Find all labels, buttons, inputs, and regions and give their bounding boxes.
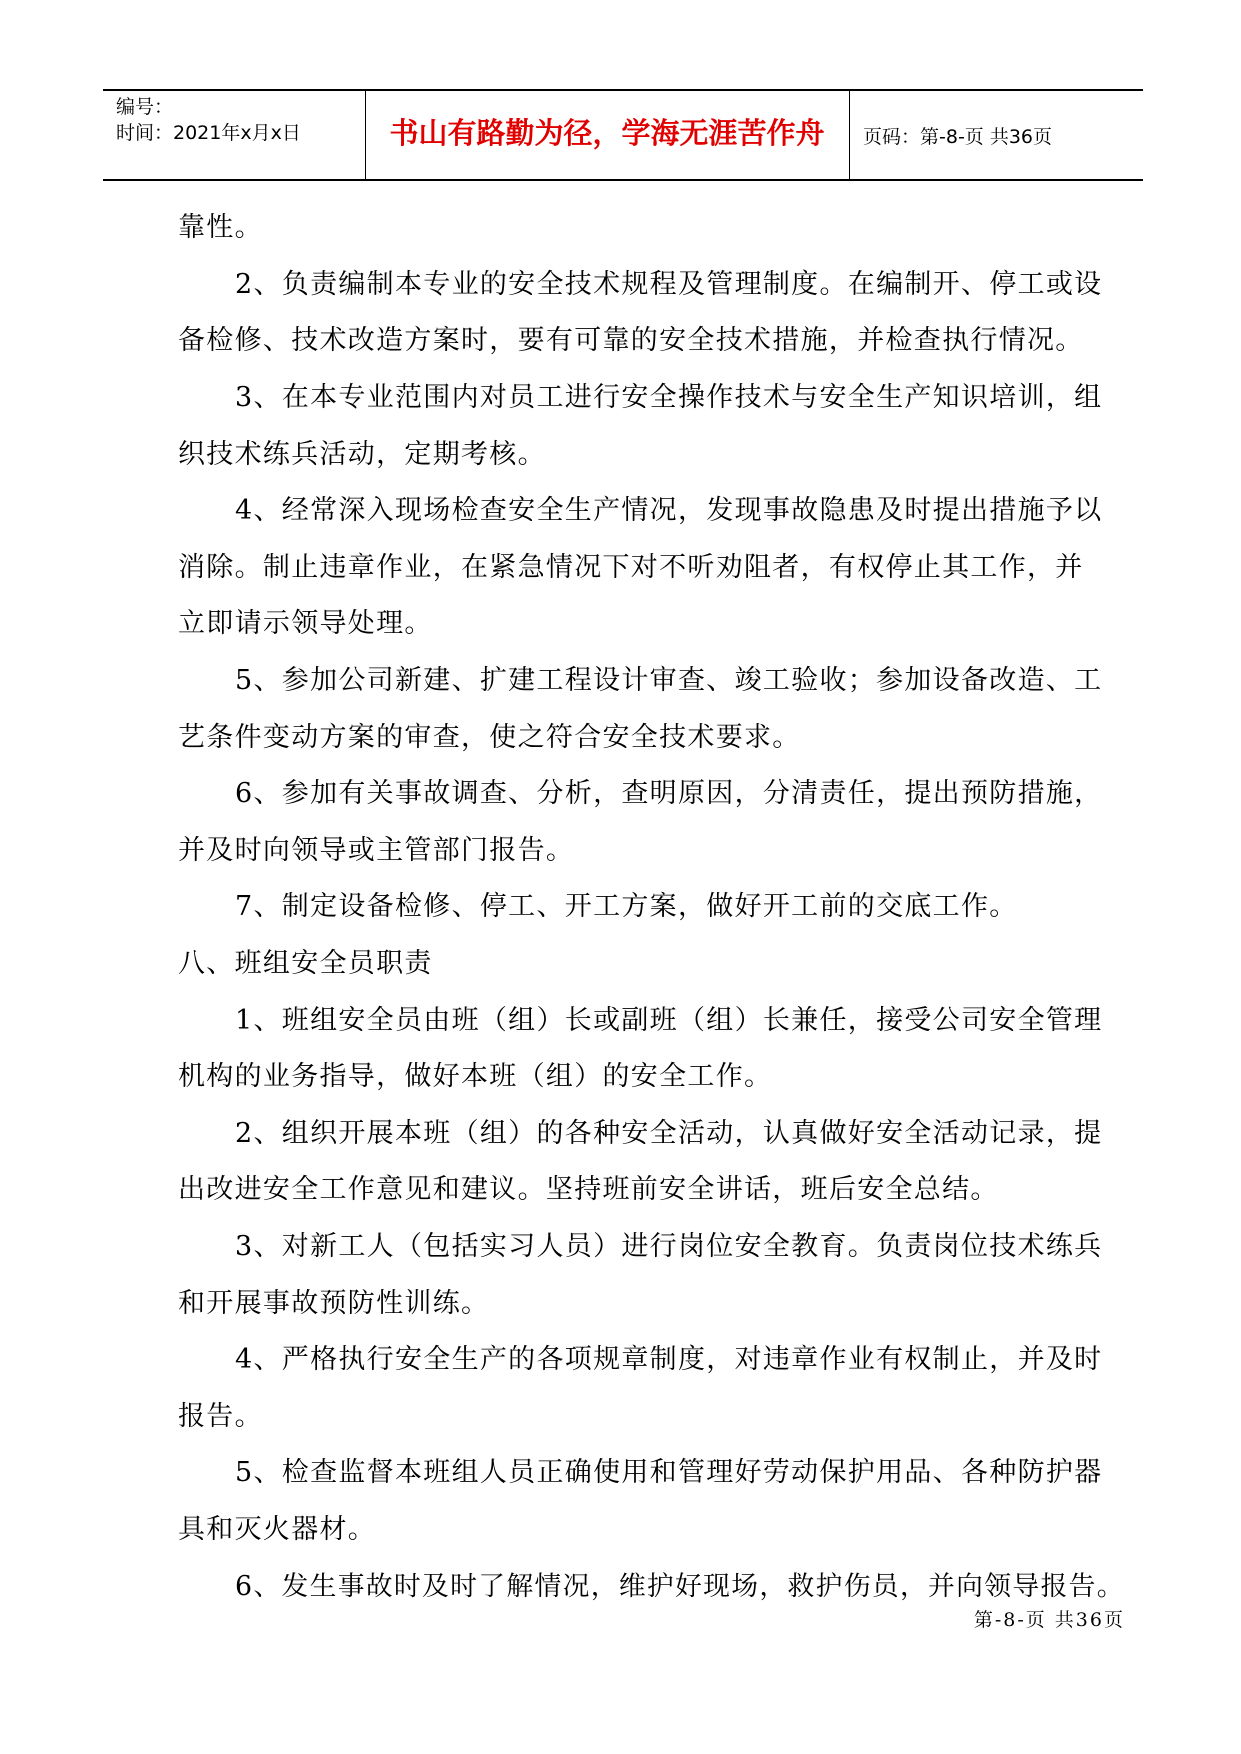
text-line: 艺条件变动方案的审查，使之符合安全技术要求。 — [178, 722, 801, 753]
text-line: 立即请示领导处理。 — [178, 608, 433, 639]
text-line: 织技术练兵活动，定期考核。 — [178, 439, 546, 470]
text-line: 消除。制止违章作业，在紧急情况下对不听劝阻者，有权停止其工作，并 — [178, 552, 1084, 583]
text-line: 靠性。 — [178, 212, 263, 243]
text-line: 2、组织开展本班（组）的各种安全活动，认真做好安全活动记录，提 — [235, 1118, 1103, 1149]
text-line: 报告。 — [178, 1401, 263, 1432]
text-line: 7、制定设备检修、停工、开工方案，做好开工前的交底工作。 — [235, 891, 1018, 922]
document-header — [103, 89, 1143, 181]
text-line: 备检修、技术改造方案时，要有可靠的安全技术措施，并检查执行情况。 — [178, 325, 1084, 356]
text-line: 6、发生事故时及时了解情况，维护好现场，救护伤员，并向领导报告。 — [235, 1571, 1125, 1602]
text-line: 并及时向领导或主管部门报告。 — [178, 835, 575, 866]
text-line: 3、在本专业范围内对员工进行安全操作技术与安全生产知识培训，组 — [235, 382, 1103, 413]
text-line: 和开展事故预防性训练。 — [178, 1288, 490, 1319]
document-time-label: 时间：2021年x月x日 — [116, 122, 301, 144]
text-line: 机构的业务指导，做好本班（组）的安全工作。 — [178, 1061, 773, 1092]
section-heading: 八、班组安全员职责 — [178, 948, 433, 979]
text-line: 3、对新工人（包括实习人员）进行岗位安全教育。负责岗位技术练兵 — [235, 1231, 1103, 1262]
header-motto: 书山有路勤为径，学海无涯苦作舟 — [389, 116, 825, 150]
text-line: 2、负责编制本专业的安全技术规程及管理制度。在编制开、停工或设 — [235, 269, 1103, 300]
footer-page-number: 第-8-页 共36页 — [973, 1609, 1125, 1631]
text-line: 4、严格执行安全生产的各项规章制度，对违章作业有权制止，并及时 — [235, 1344, 1103, 1375]
text-line: 4、经常深入现场检查安全生产情况，发现事故隐患及时提出措施予以 — [235, 495, 1103, 526]
document-code-label: 编号： — [116, 96, 174, 118]
text-line: 出改进安全工作意见和建议。坚持班前安全讲话，班后安全总结。 — [178, 1174, 999, 1205]
text-line: 5、参加公司新建、扩建工程设计审查、竣工验收；参加设备改造、工 — [235, 665, 1103, 696]
text-line: 具和灭火器材。 — [178, 1514, 377, 1545]
header-page-number: 页码：第-8-页 共36页 — [863, 126, 1053, 148]
text-line: 6、参加有关事故调查、分析，查明原因，分清责任，提出预防措施， — [235, 778, 1103, 809]
text-line: 5、检查监督本班组人员正确使用和管理好劳动保护用品、各种防护器 — [235, 1457, 1103, 1488]
header-divider — [849, 91, 850, 179]
text-line: 1、班组安全员由班（组）长或副班（组）长兼任，接受公司安全管理 — [235, 1005, 1103, 1036]
